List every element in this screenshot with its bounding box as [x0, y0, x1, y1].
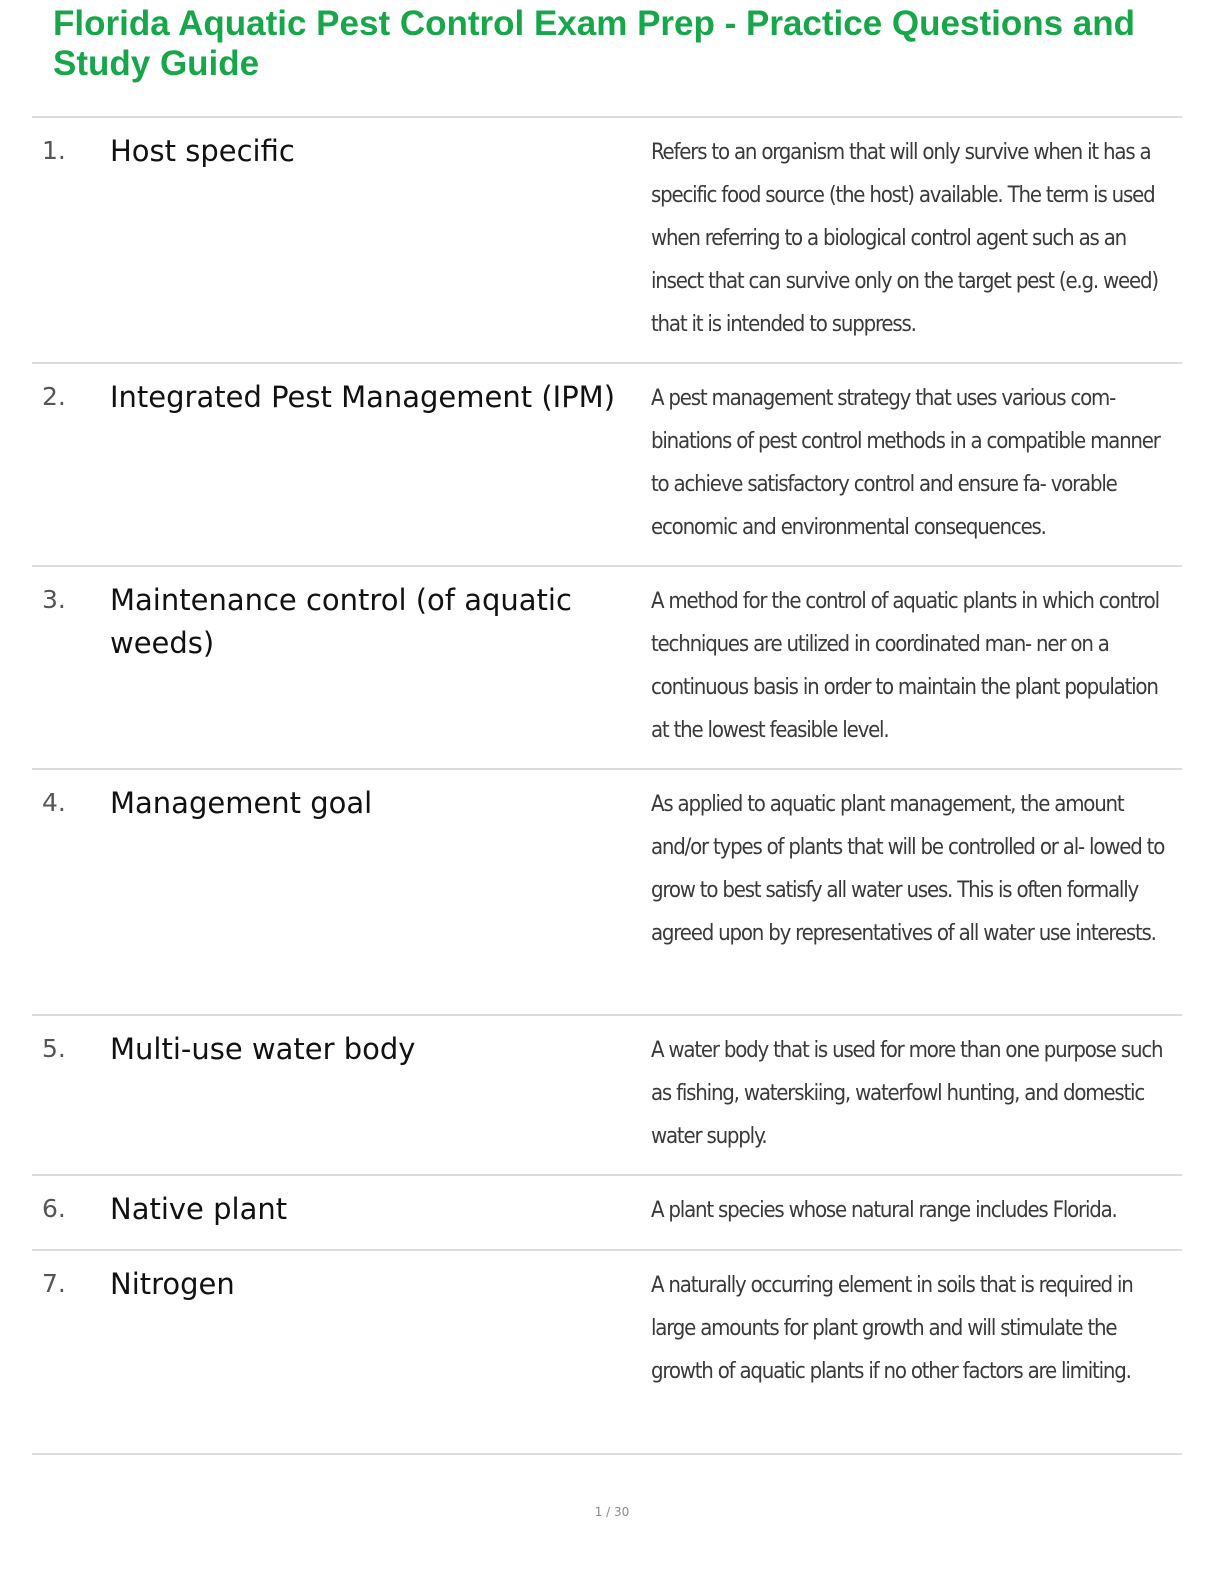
- entry-definition: A pest management strategy that uses various com- binations of pest control methods in a compatible manner to achieve satisfactory control and ensure fa- vorable economic and environmental consequences.: [651, 386, 1160, 540]
- flashcard-entry: [32, 567, 1182, 770]
- entry-number: 4.: [42, 788, 66, 817]
- entry-number: 7.: [42, 1269, 66, 1298]
- entry-definition: A plant species whose natural range includes Florida.: [651, 1198, 1117, 1223]
- entry-number: 3.: [42, 585, 66, 614]
- flashcard-entry: [32, 1016, 1182, 1176]
- document-title: Florida Aquatic Pest Control Exam Prep - Practice Questions and Study Guide: [53, 4, 1136, 83]
- flashcard-entry: [32, 1251, 1182, 1455]
- flashcard-entry: [32, 118, 1182, 364]
- entry-number: 5.: [42, 1034, 66, 1063]
- entry-term: Host specific: [110, 134, 295, 168]
- entry-number: 6.: [42, 1194, 66, 1223]
- entry-term: Native plant: [110, 1192, 288, 1226]
- entry-term: Management goal: [110, 786, 373, 820]
- entry-number: 1.: [42, 136, 66, 165]
- entry-number: 2.: [42, 382, 66, 411]
- entry-term: Maintenance control (of aquatic weeds): [110, 583, 572, 660]
- entry-definition: A water body that is used for more than one purpose such as fishing, waterskiing, waterfowl hunting, and domestic water supply.: [651, 1038, 1163, 1149]
- flashcard-entry: [32, 364, 1182, 567]
- entry-definition: Refers to an organism that will only survive when it has a specific food source (the host) available. The term is used when referring to a biological control agent such as an insect that can survive only on the target pest (e.g. weed) that it is intended to suppress.: [651, 140, 1158, 337]
- page-number: 1 / 30: [594, 1505, 630, 1519]
- entry-term: Multi-use water body: [110, 1032, 416, 1066]
- entry-definition: A method for the control of aquatic plants in which control techniques are utilized in coordinated man- ner on a continuous basis in order to maintain the plant population at the lowest feasible level.: [651, 589, 1159, 743]
- flashcard-entry: [32, 1176, 1182, 1251]
- entry-definition: A naturally occurring element in soils that is required in large amounts for plant growth and will stimulate the growth of aquatic plants if no other factors are limiting.: [651, 1273, 1133, 1384]
- flashcard-entry: [32, 770, 1182, 1016]
- entry-definition: As applied to aquatic plant management, the amount and/or types of plants that will be controlled or al- lowed to grow to best satisfy all water uses. This is often formally agreed upon by representatives of all water use interests.: [651, 792, 1165, 946]
- entry-term: Nitrogen: [110, 1267, 235, 1301]
- entry-term: Integrated Pest Management (IPM): [110, 380, 616, 414]
- flashcard-list: [32, 118, 1182, 1455]
